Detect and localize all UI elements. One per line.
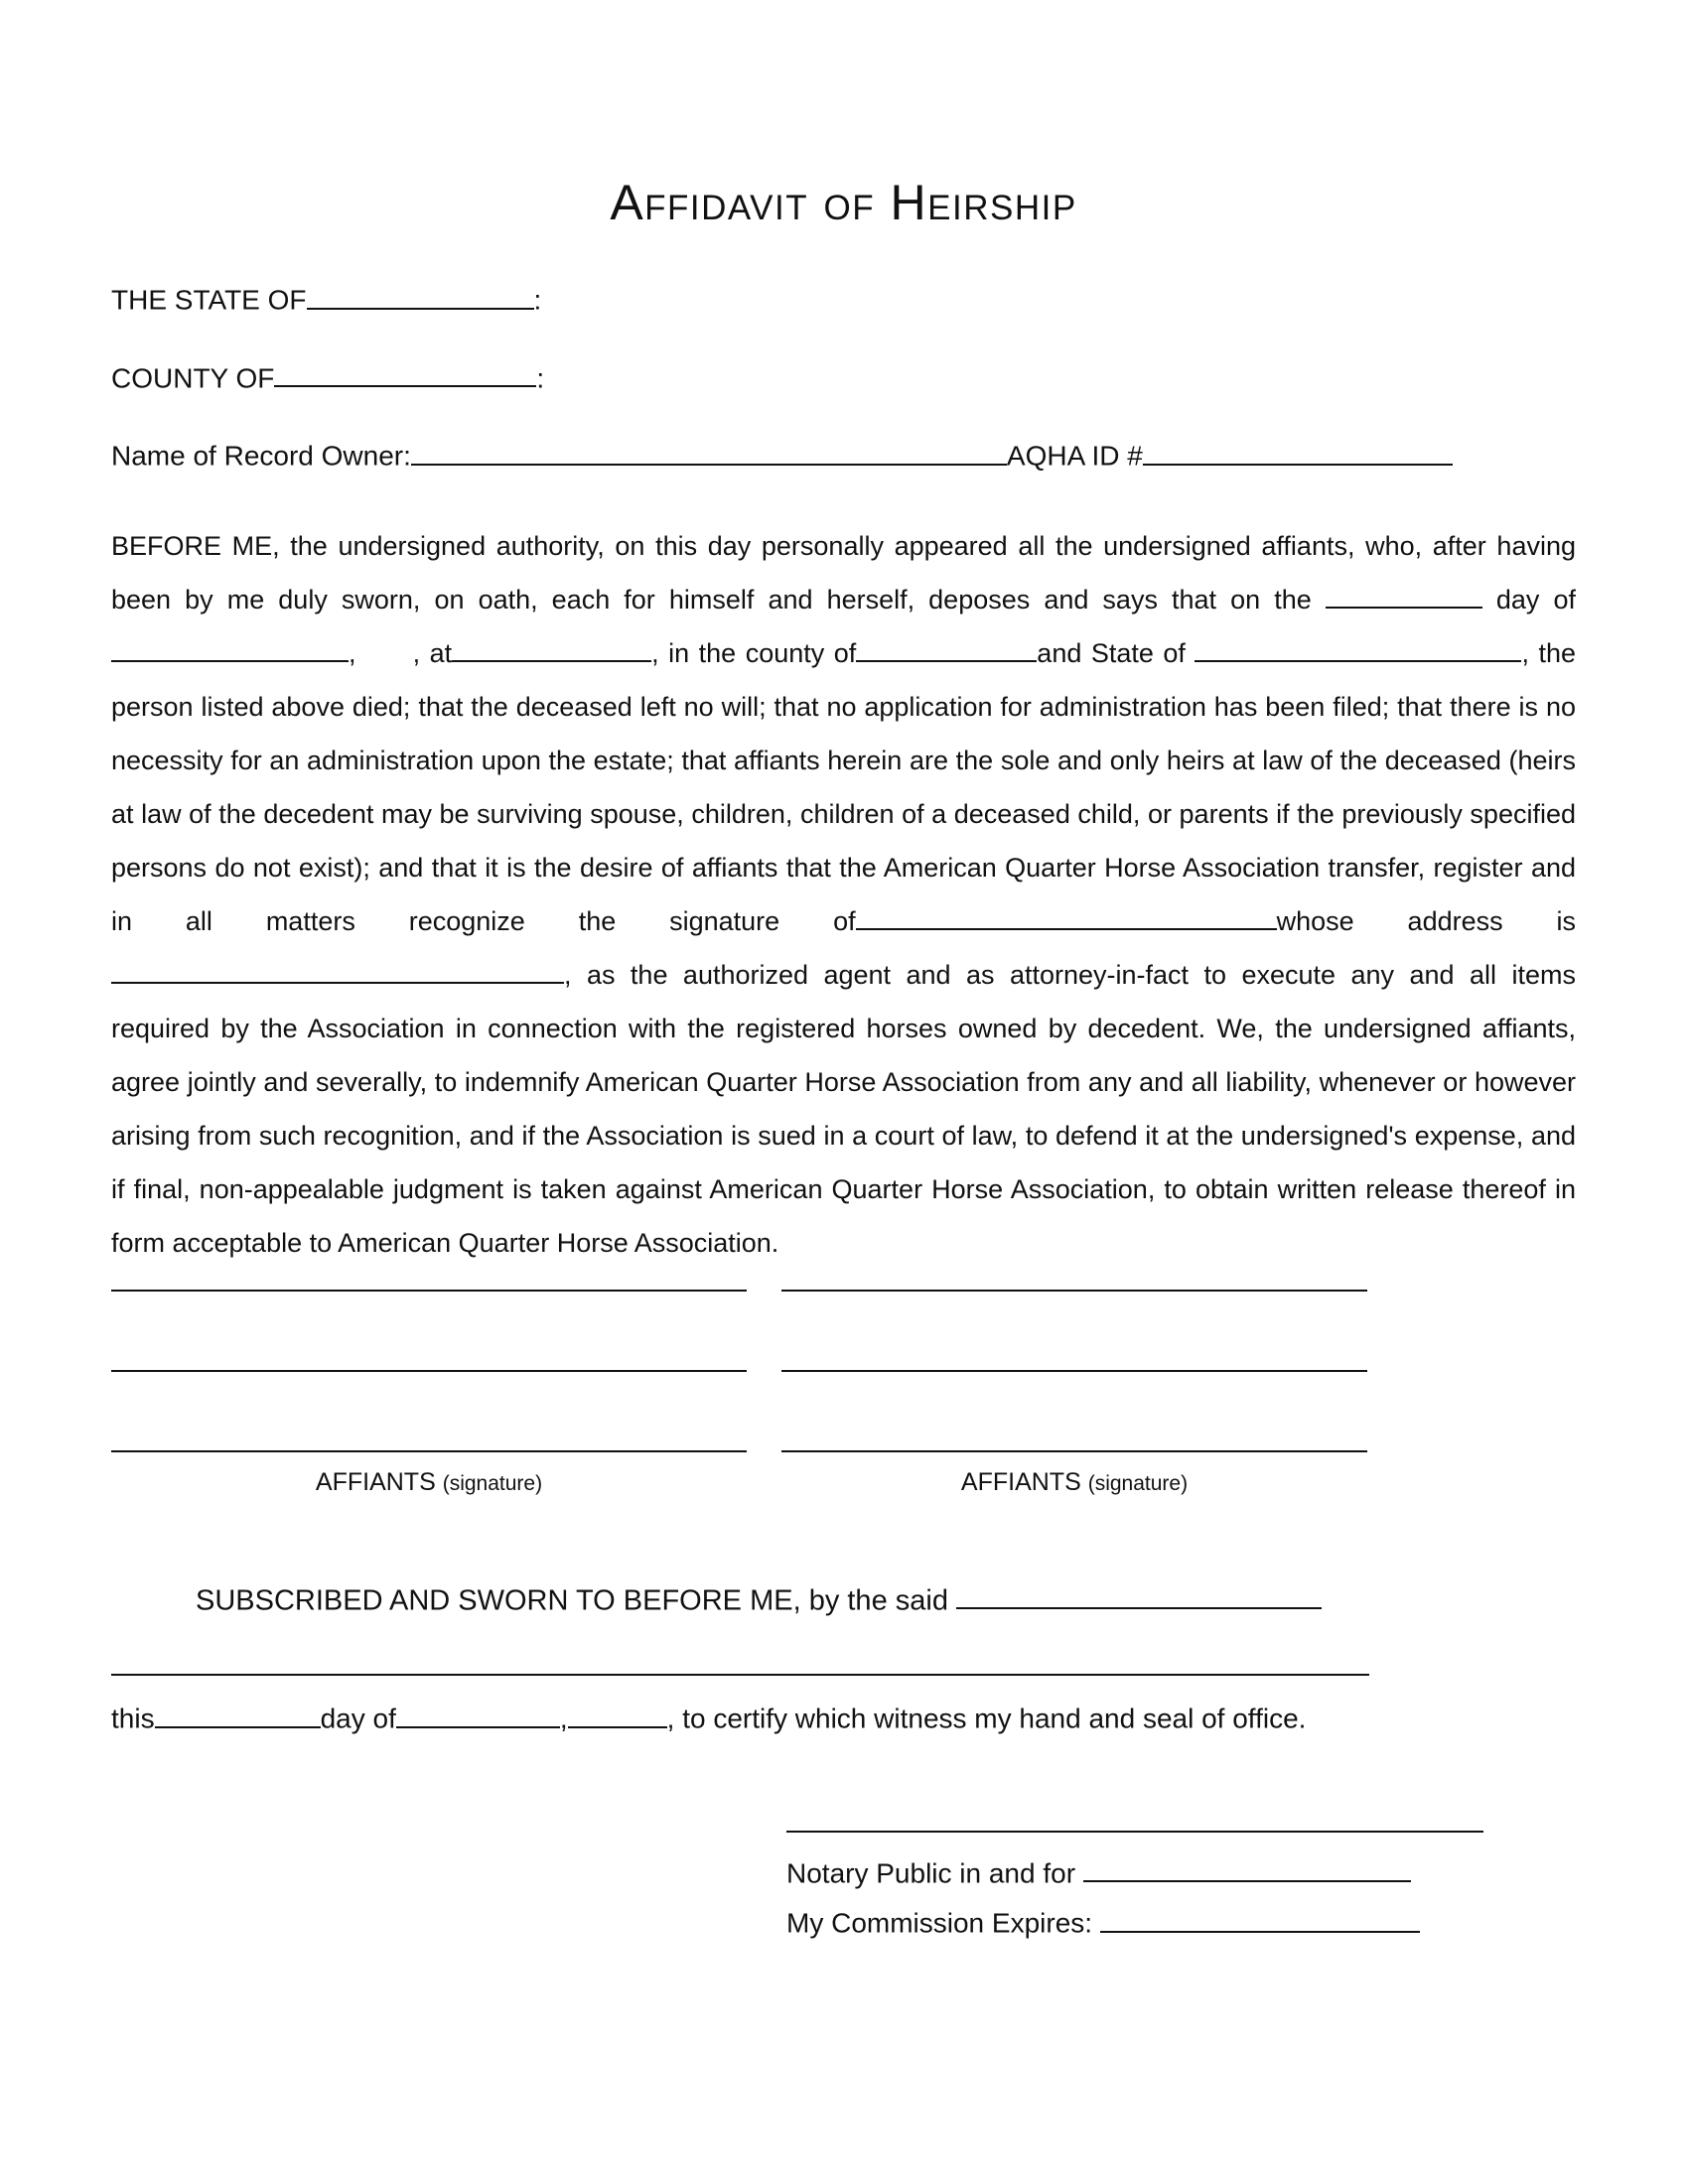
fill-in-blank bbox=[856, 634, 1037, 662]
affidavit-body-paragraph: BEFORE ME, the undersigned authority, on this day personally appeared all the undersigned affiants, who, after having been by me duly sworn, on oath, each for himself and herself, deposes and says that on the day of, , at , in the county of and State of , the person listed above died; that the deceased left no will; that no application for administration has been filed; that there is no necessity for an administration upon the estate; that affiants herein are the sole and only heirs at law of the deceased (heirs at law of the decedent may be surviving spouse, children, children of a deceased child, or parents if the previously specified persons do not exist); and that it is the desire of affiants that the American Quarter Horse Association transfer, register and in all matters recognize the signature of whose address is, as the authorized agent and as attorney-in-fact to execute any and all items required by the Association in connection with the registered horses owned by decedent. We, the undersigned affiants, agree jointly and severally, to indemnify American Quarter Horse Association from any and all liability, whenever or however arising from such recognition, and if the Association is sued in a court of law, to defend it at the undersigned's expense, and if final, non-appealable judgment is taken against American Quarter Horse Association, to obtain written release thereof in form acceptable to American Quarter Horse Association. bbox=[111, 530, 1577, 1258]
county-line: COUNTY OF : bbox=[111, 359, 1576, 395]
affiants-label-text: AFFIANTS bbox=[960, 1467, 1081, 1496]
notary-public-line: Notary Public in and for bbox=[786, 1854, 1483, 1890]
notary-signature-line bbox=[786, 1831, 1483, 1833]
fill-in-blank bbox=[111, 634, 349, 662]
affiant-signature-line bbox=[781, 1370, 1367, 1372]
subscribed-sworn-line: SUBSCRIBED AND SWORN TO BEFORE ME, by the said bbox=[196, 1580, 1576, 1618]
fill-in-blank bbox=[307, 281, 534, 310]
record-owner-line: Name of Record Owner: AQHA ID # bbox=[111, 437, 1576, 473]
fill-in-blank bbox=[1195, 634, 1521, 662]
affiant-signature-line bbox=[111, 1450, 747, 1452]
fill-in-blank bbox=[568, 1700, 667, 1728]
affiant-signature-line bbox=[111, 1290, 747, 1292]
affiants-label-text: AFFIANTS bbox=[315, 1467, 436, 1496]
notary-section bbox=[786, 1831, 1483, 1940]
fill-in-blank bbox=[274, 359, 536, 388]
fill-in-blank bbox=[1083, 1854, 1411, 1883]
affiant-signature-line bbox=[781, 1290, 1367, 1292]
fill-in-blank bbox=[1143, 437, 1453, 466]
commission-expires-line: My Commission Expires: bbox=[786, 1904, 1483, 1940]
date-certify-line: this day of , , to certify which witness my hand and seal of office. bbox=[111, 1700, 1576, 1735]
affiant-signature-line bbox=[111, 1370, 747, 1372]
fill-in-blank bbox=[856, 902, 1277, 930]
state-line: THE STATE OF : bbox=[111, 281, 1576, 317]
signature-block bbox=[111, 1290, 1576, 1452]
fill-in-blank bbox=[411, 437, 1007, 466]
signature-labels-row bbox=[111, 1468, 1576, 1497]
signature-sublabel-text: (signature) bbox=[442, 1471, 543, 1495]
fill-in-blank bbox=[956, 1580, 1322, 1610]
affiants-signature-label bbox=[111, 1468, 747, 1497]
document-title: Affidavit of Heirship bbox=[610, 175, 1077, 230]
affiant-signature-line bbox=[781, 1450, 1367, 1452]
names-fill-in-rule bbox=[111, 1674, 1369, 1676]
fill-in-blank bbox=[1326, 581, 1482, 609]
affiants-signature-label bbox=[781, 1468, 1367, 1497]
fill-in-blank bbox=[452, 634, 651, 662]
fill-in-blank bbox=[396, 1700, 560, 1728]
fill-in-blank bbox=[155, 1700, 321, 1728]
fill-in-blank bbox=[1100, 1904, 1420, 1933]
fill-in-blank bbox=[111, 956, 564, 984]
signature-sublabel-text: (signature) bbox=[1087, 1471, 1189, 1495]
